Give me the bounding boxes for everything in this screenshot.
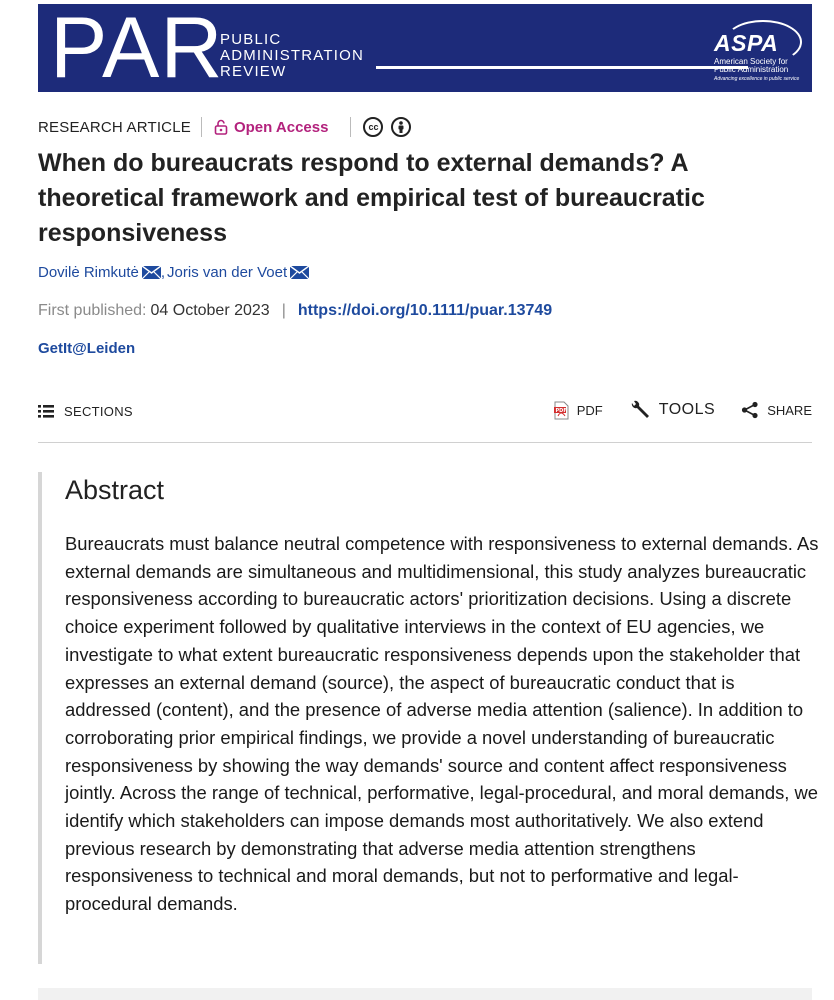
getit-link[interactable]: GetIt@Leiden [38, 340, 136, 357]
author-link[interactable]: Joris van der Voet [167, 264, 288, 281]
toolbar-actions [528, 400, 812, 420]
article-type: RESEARCH ARTICLE [38, 118, 191, 136]
toolbar-divider [38, 442, 812, 443]
tools-button[interactable] [629, 400, 715, 420]
tools-label: TOOLS [658, 401, 716, 418]
first-published-date: 04 October 2023 [150, 302, 270, 319]
share-button[interactable] [741, 401, 812, 419]
journal-logo: PAR [50, 4, 224, 92]
open-access-label: Open Access [233, 118, 329, 136]
meta-divider [201, 117, 202, 137]
abstract-body: Bureaucrats must balance neutral competence with responsiveness to external demands. As external demands are simultaneous and multidimensional, this study analyzes bureaucratic responsiveness according to bureaucratic actors' prioritization decisions. Using a discrete choice experiment followed by qualitative interviews in the context of EU agencies, we investigate to what extent bureaucratic responsiveness depends upon the stakeholder that expresses an external demand (source), the aspect of bureaucratic conduct that is addressed (content), and the presence of adverse media attention (salience). In addition to corroborating prior empirical findings, we provide a novel understanding of bureaucratic responsiveness by showing the way demands' source and content affect responsiveness jointly. Across the range of technical, performative, legal-procedural, and moral demands, we identify which stakeholders can impose demands most authoritatively. We also extend previous research by demonstrating that adverse media attention strengthens responsiveness to technical and moral demands, but not to performative and legal-procedural demands. [65, 533, 819, 915]
person-icon [396, 121, 406, 133]
sections-button[interactable] [38, 404, 133, 419]
article-title: When do bureaucrats respond to external demands? A theoretical framework and empirical test of bureaucratic responsiveness [38, 149, 705, 247]
lock-icon [214, 119, 228, 135]
open-access-badge[interactable] [214, 119, 329, 136]
next-section-strip [38, 988, 812, 1000]
pdf-icon [554, 401, 569, 420]
society-logo: ASPA American Society for Public Administration Advancing excellence in public service [714, 20, 806, 86]
list-icon [38, 405, 54, 418]
journal-banner[interactable] [38, 4, 812, 92]
pdf-button[interactable] [554, 401, 603, 420]
email-icon[interactable] [142, 266, 161, 279]
attribution-icon [391, 117, 411, 137]
sections-label: SECTIONS [64, 404, 133, 419]
banner-rule [376, 66, 748, 69]
pdf-label: PDF [576, 402, 603, 418]
email-icon[interactable] [290, 266, 309, 279]
journal-name: PUBLIC ADMINISTRATION REVIEW [220, 31, 365, 80]
article-meta [38, 116, 411, 138]
doi-link[interactable]: https://doi.org/10.1111/puar.13749 [297, 302, 553, 319]
info-separator: | [281, 302, 286, 319]
publication-info [38, 302, 552, 320]
svg-text:PDF: PDF [555, 407, 567, 414]
author-link[interactable]: Dovilė Rimkutė [38, 264, 139, 281]
author-separator: , [160, 264, 166, 281]
creative-commons-icon: cc [363, 117, 383, 137]
meta-divider [350, 117, 351, 137]
share-label: SHARE [767, 402, 812, 418]
author-list [38, 264, 309, 281]
license-icons[interactable] [363, 117, 411, 137]
article-toolbar [38, 400, 812, 428]
wrench-icon [629, 400, 651, 420]
share-icon [741, 401, 759, 419]
first-published-label: First published: [38, 302, 147, 319]
abstract-heading: Abstract [65, 475, 165, 505]
abstract-section [38, 472, 818, 964]
